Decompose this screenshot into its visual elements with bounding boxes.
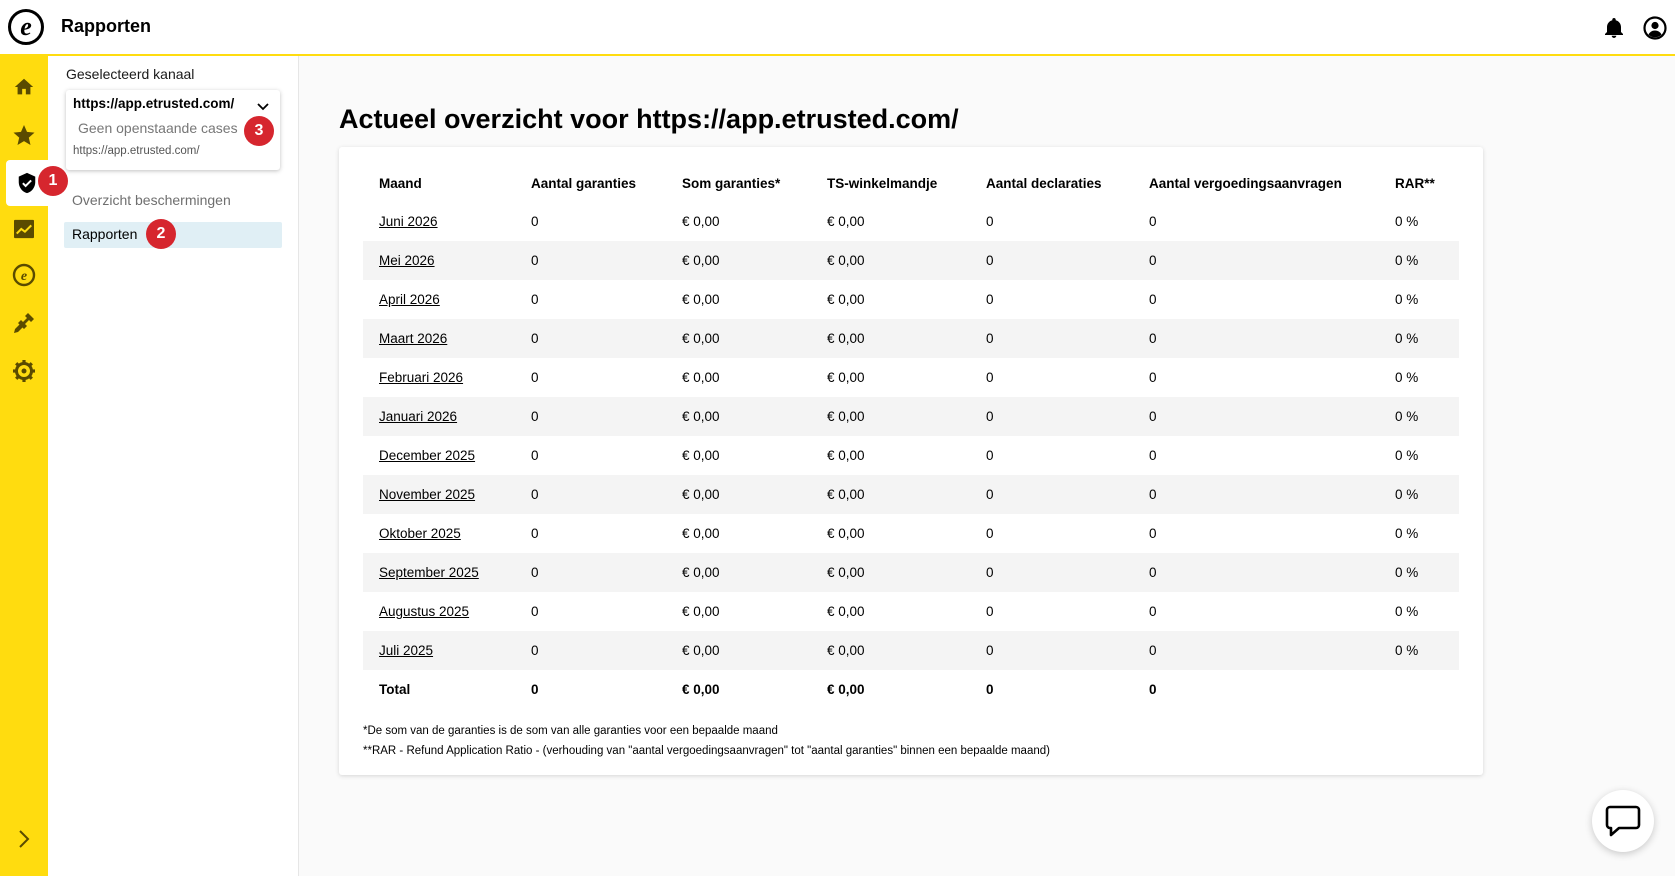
table-cell: 0 [531, 604, 539, 619]
table-cell: 0 % [1395, 292, 1419, 307]
month-link[interactable]: September 2025 [379, 565, 479, 580]
table-cell: 0 [1133, 241, 1379, 280]
shield-check-icon [16, 171, 38, 195]
table-row [363, 202, 1459, 241]
table-cell: 0 [986, 292, 994, 307]
table-row [363, 631, 1459, 670]
column-header[interactable]: Aantal declaraties [986, 175, 1102, 191]
footnote: **RAR - Refund Application Ratio - (verhouding van "aantal vergoedingsaanvragen" tot "aantal garanties" binnen een bepaalde maand) [363, 745, 1050, 757]
table-cell: 0 % [1379, 241, 1459, 280]
footnote: *De som van de garanties is de som van alle garanties voor een bepaalde maand [363, 725, 778, 737]
table-cell: 0 % [1395, 526, 1419, 541]
month-link[interactable]: Maart 2026 [379, 331, 448, 346]
table-cell: 0 [970, 241, 1133, 280]
table-row [363, 436, 1459, 475]
column-header[interactable]: Aantal garanties [531, 175, 637, 191]
table-cell: 0 [531, 526, 539, 541]
table-cell: € 0,00 [682, 292, 720, 307]
table-row [363, 241, 1459, 280]
table-cell: 0 % [1395, 448, 1419, 463]
column-header[interactable]: Aantal vergoedingsaanvragen [1149, 175, 1342, 191]
star-icon [12, 123, 36, 147]
table-cell: € 0,00 [682, 214, 720, 229]
table-cell: 0 [1149, 448, 1157, 463]
table-cell: € 0,00 [827, 214, 865, 229]
column-header[interactable]: RAR** [1395, 175, 1435, 191]
table-cell: 0 [531, 370, 539, 385]
table-cell: 0 [1149, 526, 1157, 541]
table-cell: 0 [515, 319, 666, 358]
table-row [363, 397, 1459, 436]
channel-url: https://app.etrusted.com/ [73, 145, 200, 157]
table-cell: 0 [1133, 319, 1379, 358]
table-cell: 0 [515, 397, 666, 436]
total-cell: 0 [1149, 682, 1157, 697]
rail-integrations[interactable] [0, 300, 48, 346]
table-row [363, 358, 1459, 397]
home-icon [13, 76, 35, 98]
table-cell: 0 % [1395, 604, 1419, 619]
table-row [363, 280, 1459, 319]
table-cell: € 0,00 [827, 604, 865, 619]
etrusted-e-icon [12, 263, 36, 287]
table-cell: 0 [531, 292, 539, 307]
table-cell: € 0,00 [682, 526, 720, 541]
report-card [339, 147, 1483, 775]
table-cell: € 0,00 [666, 397, 811, 436]
table-cell: 0 [970, 397, 1133, 436]
table-cell: 0 [1149, 292, 1157, 307]
logo-letter: e [11, 12, 41, 42]
table-cell: 0 [970, 553, 1133, 592]
secondary-nav [48, 56, 299, 876]
channel-status: Geen openstaande cases [78, 120, 238, 136]
table-cell: 0 [1133, 397, 1379, 436]
nav-item-reports-label: Rapporten [72, 226, 138, 242]
column-header[interactable]: Maand [379, 175, 422, 191]
table-cell: 0 [1149, 370, 1157, 385]
month-link[interactable]: Februari 2026 [379, 370, 464, 385]
page-title-header: Rapporten [61, 16, 151, 36]
month-link[interactable]: April 2026 [379, 292, 440, 307]
annotation-badge-3: 3 [244, 116, 274, 146]
total-cell: 0 [531, 682, 539, 697]
table-cell: 0 [515, 475, 666, 514]
rail-expand[interactable] [0, 816, 48, 862]
table-cell: 0 [970, 475, 1133, 514]
chart-icon [13, 219, 35, 239]
rail-home[interactable] [0, 64, 48, 110]
table-cell: 0 [970, 631, 1133, 670]
table-cell: € 0,00 [827, 292, 865, 307]
month-link[interactable]: Januari 2026 [379, 409, 458, 424]
chat-icon [1605, 804, 1641, 838]
table-cell: 0 [515, 553, 666, 592]
month-link[interactable]: November 2025 [379, 487, 476, 502]
table-cell: 0 [1149, 604, 1157, 619]
table-cell: € 0,00 [666, 631, 811, 670]
month-cell [363, 592, 515, 631]
footnotes [363, 721, 1050, 761]
table-cell: € 0,00 [811, 631, 970, 670]
table-cell: € 0,00 [811, 553, 970, 592]
rail-etrusted[interactable] [0, 252, 48, 298]
table-cell: € 0,00 [666, 475, 811, 514]
month-cell [363, 241, 515, 280]
total-cell: € 0,00 [682, 682, 720, 697]
table-cell: € 0,00 [666, 241, 811, 280]
table-cell: € 0,00 [682, 448, 720, 463]
annotation-badge-1: 1 [38, 166, 68, 196]
gear-icon [12, 359, 36, 383]
table-row [363, 592, 1459, 631]
month-cell [363, 553, 515, 592]
total-cell: € 0,00 [827, 682, 865, 697]
account-icon[interactable] [1643, 16, 1667, 40]
month-link[interactable]: Juli 2025 [379, 643, 434, 658]
column-header[interactable]: TS-winkelmandje [827, 175, 938, 191]
month-link[interactable]: December 2025 [379, 448, 476, 463]
table-cell: € 0,00 [811, 241, 970, 280]
month-link[interactable]: Mei 2026 [379, 253, 435, 268]
table-row [363, 475, 1459, 514]
table-cell: € 0,00 [811, 397, 970, 436]
month-cell [363, 436, 515, 475]
chevron-right-icon [16, 829, 32, 849]
total-cell [1379, 670, 1459, 709]
month-link[interactable]: Oktober 2025 [379, 526, 461, 541]
table-cell: 0 [970, 319, 1133, 358]
rail-analytics[interactable] [0, 206, 48, 252]
table-cell: 0 % [1395, 214, 1419, 229]
table-cell: 0 [986, 370, 994, 385]
main-content [299, 56, 1675, 876]
page-title: Actueel overzicht voor https://app.etrusted.com/ [339, 104, 959, 134]
total-cell: 0 [986, 682, 994, 697]
table-cell: 0 [1133, 553, 1379, 592]
table-cell: 0 [515, 241, 666, 280]
month-cell [363, 319, 515, 358]
table-cell: € 0,00 [811, 475, 970, 514]
bell-icon[interactable] [1602, 16, 1626, 40]
table-cell: 0 [531, 214, 539, 229]
table-cell: 0 [1133, 631, 1379, 670]
table-cell: 0 [986, 448, 994, 463]
annotation-badge-2: 2 [146, 219, 176, 249]
nav-item-overview-protections[interactable]: Overzicht beschermingen [72, 192, 231, 208]
table-cell: € 0,00 [827, 370, 865, 385]
chat-button[interactable] [1592, 790, 1654, 852]
rail-settings[interactable] [0, 348, 48, 394]
month-cell [363, 514, 515, 553]
table-cell: € 0,00 [666, 319, 811, 358]
table-row [363, 553, 1459, 592]
month-cell [363, 397, 515, 436]
total-cell: Total [379, 682, 411, 697]
table-cell: 0 % [1379, 475, 1459, 514]
table-cell: € 0,00 [827, 448, 865, 463]
table-cell: 0 [986, 214, 994, 229]
svg-text:e: e [20, 269, 28, 284]
month-cell [363, 631, 515, 670]
table-cell: 0 [986, 604, 994, 619]
table-cell: 0 % [1379, 553, 1459, 592]
table-cell: € 0,00 [682, 604, 720, 619]
table-cell: 0 % [1379, 631, 1459, 670]
table-cell: € 0,00 [682, 370, 720, 385]
table-cell: 0 [1133, 475, 1379, 514]
month-link[interactable]: Juni 2026 [379, 214, 438, 229]
plug-icon [12, 311, 36, 335]
month-cell [363, 280, 515, 319]
channel-selected-value: https://app.etrusted.com/ [73, 96, 235, 111]
table-cell: 0 % [1395, 370, 1419, 385]
channel-label: Geselecteerd kanaal [66, 66, 195, 82]
table-cell: € 0,00 [827, 526, 865, 541]
table-cell: € 0,00 [811, 319, 970, 358]
table-cell: € 0,00 [666, 553, 811, 592]
table-row [363, 319, 1459, 358]
table-cell: 0 % [1379, 397, 1459, 436]
chevron-down-icon[interactable] [256, 100, 270, 114]
top-bar [0, 0, 1675, 56]
rail-reviews[interactable] [0, 112, 48, 158]
table-header-row [363, 164, 1459, 202]
table-total-row [363, 670, 1459, 709]
table-cell: 0 [515, 631, 666, 670]
table-cell: 0 % [1379, 319, 1459, 358]
month-cell [363, 202, 515, 241]
month-link[interactable]: Augustus 2025 [379, 604, 470, 619]
table-cell: 0 [1149, 214, 1157, 229]
table-row [363, 514, 1459, 553]
report-table [363, 164, 1459, 709]
etrusted-logo[interactable] [8, 9, 44, 45]
table-cell: 0 [986, 526, 994, 541]
month-cell [363, 475, 515, 514]
column-header[interactable]: Som garanties* [682, 175, 781, 191]
table-cell: 0 [531, 448, 539, 463]
month-cell [363, 358, 515, 397]
